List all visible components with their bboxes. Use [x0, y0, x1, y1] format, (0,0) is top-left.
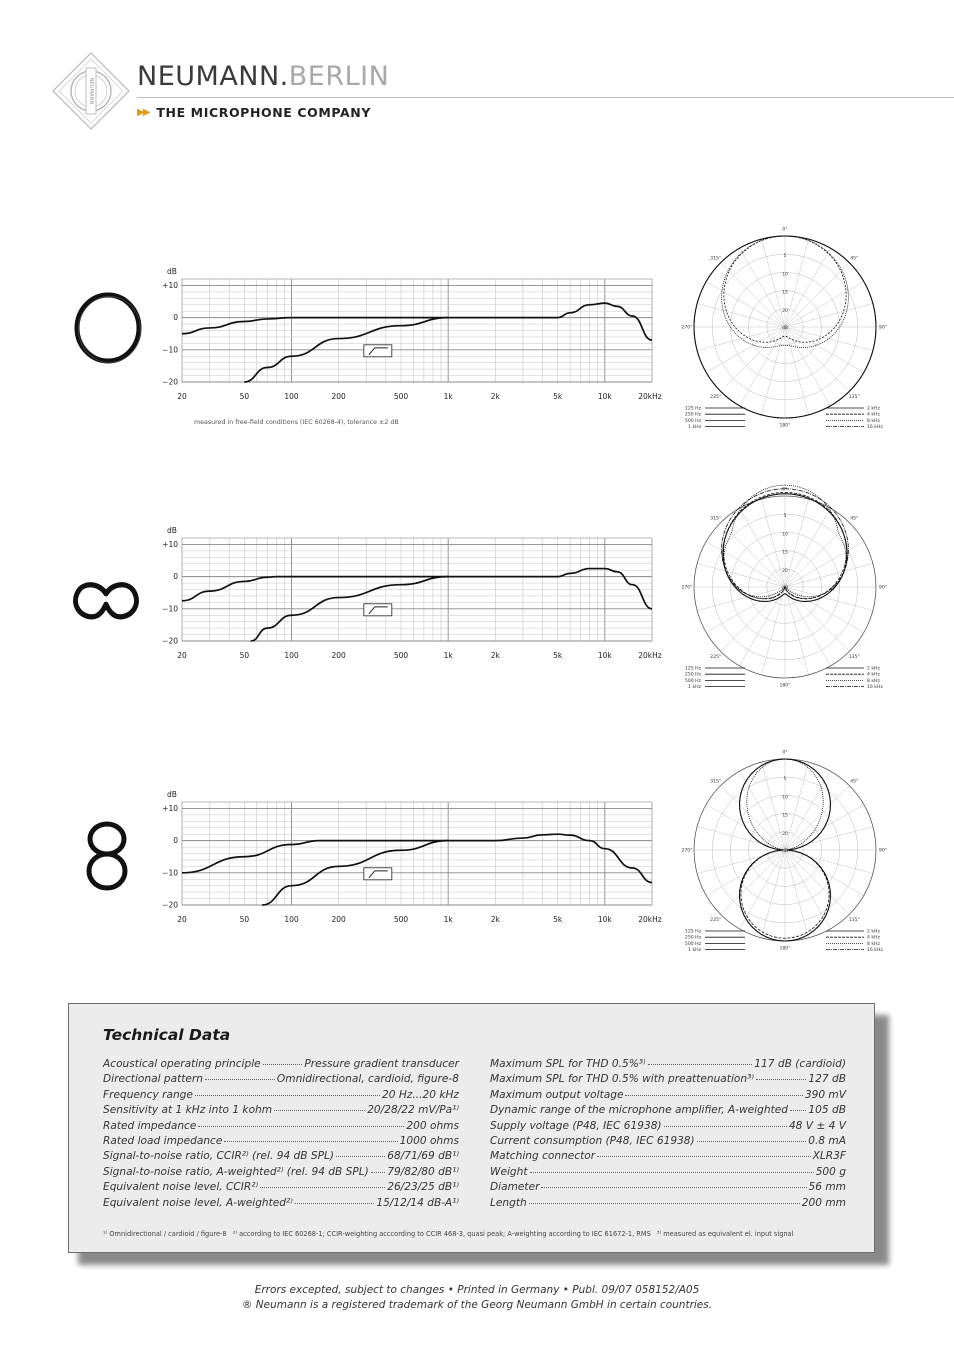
highpass-filter-icon — [364, 604, 392, 616]
legend-label: 16 kHz — [867, 425, 883, 431]
polar-angle-label: 45° — [850, 256, 859, 262]
tech-value: 105 dB — [808, 1104, 846, 1117]
dot-leader — [263, 1064, 303, 1065]
legend-label: 8 kHz — [867, 418, 880, 424]
polar-angle-label: 90° — [878, 585, 888, 591]
legend-label: 16 kHz — [867, 948, 883, 954]
polar-spoke — [785, 508, 831, 587]
tech-value: 1000 ohms — [399, 1134, 459, 1147]
legend-label: 2 kHz — [867, 406, 880, 412]
tech-value: 127 dB — [808, 1073, 846, 1086]
polar-angle-label: 180° — [779, 946, 791, 952]
legend-label: 125 Hz — [684, 929, 701, 935]
polar-spoke — [761, 850, 785, 938]
dot-leader — [648, 1064, 753, 1065]
tech-row — [103, 1073, 459, 1088]
x-tick-label: 1k — [443, 651, 453, 660]
tech-label: Frequency range — [103, 1088, 193, 1101]
tech-label: Equivalent noise level, A-weighted²⁾ — [103, 1196, 293, 1209]
tech-label: Acoustical operating principle — [103, 1058, 261, 1070]
tech-row — [103, 1181, 459, 1196]
tech-column-left — [103, 1058, 459, 1212]
tech-value: 20 Hz...20 kHz — [382, 1088, 459, 1101]
y-tick-label: −20 — [162, 900, 178, 910]
dot-leader — [295, 1203, 374, 1204]
tech-row — [103, 1197, 459, 1212]
tech-value: 500 g — [815, 1165, 846, 1178]
polar-angle-label: 315° — [710, 516, 722, 522]
x-tick-label: 1k — [443, 915, 453, 924]
x-tick-label: 1k — [443, 392, 453, 401]
tech-row — [103, 1135, 459, 1150]
polar-spoke — [785, 850, 831, 929]
polar-ring-label: 10 — [782, 272, 788, 278]
polar-spoke — [721, 786, 785, 850]
polar-angle-label: 225° — [710, 654, 722, 660]
polar-spoke — [697, 303, 785, 327]
polar-spoke — [721, 850, 785, 914]
brand-primary: NEUMANN. — [137, 61, 289, 92]
tech-label: Maximum SPL for THD 0.5%³⁾ — [490, 1058, 646, 1070]
tech-value: Omnidirectional, cardioid, figure-8 — [276, 1073, 459, 1086]
polar-spoke — [706, 282, 785, 328]
polar-spoke — [697, 850, 785, 874]
polar-spoke — [706, 327, 785, 373]
x-tick-label: 5k — [553, 392, 563, 401]
tech-row — [490, 1166, 846, 1181]
x-tick-label: 20 — [177, 915, 187, 924]
tech-label: Diameter — [490, 1181, 540, 1194]
polar-spoke — [785, 850, 809, 938]
tech-row — [103, 1120, 459, 1135]
tech-label: Directional pattern — [103, 1073, 204, 1086]
polar-angle-label: 45° — [850, 516, 859, 522]
frequency-response-chart-omni — [155, 265, 670, 455]
tech-row — [490, 1197, 846, 1212]
polar-spoke — [740, 508, 786, 587]
tech-label: Signal-to-noise ratio, CCIR²⁾ (rel. 94 dB SPL) — [103, 1150, 335, 1163]
legend-label: 250 Hz — [684, 412, 701, 418]
y-tick-label: 0 — [173, 836, 178, 846]
polar-spoke — [761, 327, 785, 415]
y-tick-label: 0 — [173, 572, 178, 582]
polar-angle-label: 315° — [710, 779, 722, 785]
polar-spoke — [785, 786, 849, 850]
polar-ring-label: 15 — [782, 290, 788, 296]
polar-spoke — [785, 248, 831, 327]
tech-row — [490, 1089, 846, 1104]
dot-leader — [205, 1079, 275, 1080]
x-tick-label: 2k — [490, 915, 500, 924]
frequency-response-chart-cardioid — [155, 524, 670, 714]
polar-spoke — [785, 850, 873, 874]
x-tick-label: 20kHz — [638, 915, 662, 924]
polar-angle-label: 270° — [681, 325, 693, 331]
tech-row — [490, 1135, 846, 1150]
x-tick-label: 10k — [597, 392, 612, 401]
polar-spoke — [697, 563, 785, 587]
y-tick-label: −10 — [162, 868, 178, 878]
brand-name — [137, 60, 389, 94]
polar-spoke — [721, 263, 785, 327]
polar-ring-label: 5 — [783, 254, 787, 260]
polar-spoke — [706, 542, 785, 588]
tech-row — [103, 1104, 459, 1119]
polar-spoke — [785, 263, 849, 327]
polar-ring-label: 20 — [782, 831, 788, 837]
legend-label: 125 Hz — [684, 406, 701, 412]
polar-spoke — [721, 327, 785, 391]
polar-angle-label: 135° — [848, 654, 860, 660]
polar-angle-label: 45° — [850, 779, 859, 785]
tech-value: 200 mm — [801, 1196, 846, 1209]
dot-leader — [530, 1172, 814, 1173]
polar-spoke — [785, 587, 873, 611]
dot-leader — [274, 1110, 365, 1111]
polar-spoke — [785, 303, 873, 327]
legend-label: 1 kHz — [688, 425, 701, 431]
x-tick-label: 500 — [393, 392, 409, 401]
tech-row — [490, 1181, 846, 1196]
legend-label: 16 kHz — [867, 685, 883, 691]
polar-pattern-figure-8 — [680, 745, 890, 955]
x-tick-label: 50 — [239, 392, 250, 401]
x-tick-label: 20kHz — [638, 392, 662, 401]
tech-row — [490, 1073, 846, 1088]
x-tick-label: 100 — [284, 392, 299, 401]
polar-spoke — [785, 327, 809, 415]
dot-leader — [371, 1172, 385, 1173]
x-tick-label: 200 — [331, 915, 346, 924]
tech-value: 20/28/22 mV/Pa¹⁾ — [367, 1104, 459, 1117]
highpass-filter-icon — [364, 868, 392, 880]
legend-label: 1 kHz — [688, 685, 701, 691]
legend-label: 250 Hz — [684, 935, 701, 941]
brand-secondary: BERLIN — [288, 61, 390, 92]
footer-line-1: Errors excepted, subject to changes • Printed in Germany • Publ. 09/07 058152/A05 — [254, 1284, 700, 1296]
tech-label: Rated load impedance — [103, 1134, 223, 1147]
polar-ring-label: 10 — [782, 795, 788, 801]
tech-row — [490, 1104, 846, 1119]
tech-row — [103, 1089, 459, 1104]
polar-spoke — [740, 326, 789, 406]
polar-angle-label: 90° — [878, 848, 888, 854]
tech-label: Current consumption (P48, IEC 61938) — [490, 1134, 695, 1147]
dot-leader — [756, 1079, 806, 1080]
dot-leader — [597, 1156, 810, 1157]
polar-spoke — [785, 826, 873, 850]
legend-label: 500 Hz — [684, 418, 701, 424]
frequency-response-chart-figure-8 — [155, 788, 670, 978]
tech-value: 26/23/25 dB¹⁾ — [387, 1181, 459, 1194]
polar-spoke — [785, 542, 864, 588]
x-tick-label: 50 — [239, 651, 250, 660]
tech-value: XLR3F — [812, 1150, 846, 1163]
dot-leader — [336, 1156, 385, 1157]
polar-spoke — [785, 563, 873, 587]
polar-angle-label: 225° — [710, 917, 722, 923]
dot-leader — [541, 1187, 806, 1188]
polar-angle-label: 90° — [878, 325, 888, 331]
x-tick-label: 200 — [331, 392, 346, 401]
y-tick-label: 0 — [173, 313, 178, 323]
dot-leader — [260, 1187, 385, 1188]
polar-spoke — [785, 282, 864, 328]
legend-label: 250 Hz — [684, 672, 701, 678]
polar-legend-omni — [683, 404, 893, 434]
x-tick-label: 2k — [490, 392, 500, 401]
polar-ring-label: 20 — [782, 308, 788, 314]
x-tick-label: 5k — [553, 651, 563, 660]
polar-spoke — [785, 327, 831, 406]
x-tick-label: 10k — [597, 651, 612, 660]
polar-ring-label: 5 — [783, 777, 787, 783]
polar-angle-label: 135° — [848, 917, 860, 923]
polar-ring-label: 10 — [782, 532, 788, 538]
polar-angle-label: 0° — [782, 750, 788, 756]
polar-spoke — [740, 849, 789, 929]
polar-legend-cardioid — [683, 664, 893, 694]
tech-label: Rated impedance — [103, 1119, 197, 1132]
tech-row — [490, 1120, 846, 1135]
tech-value: 56 mm — [808, 1181, 846, 1194]
response-curve — [182, 303, 652, 340]
tech-label: Dynamic range of the microphone amplifier, A-weighted — [490, 1104, 788, 1117]
polar-angle-label: 0° — [782, 227, 788, 233]
footnote-3: ³⁾ measured as equivalent el. input signal — [656, 1230, 794, 1238]
tech-value: 0.8 mA — [808, 1134, 846, 1147]
y-axis-label: dB — [167, 790, 177, 799]
polar-angle-label: 180° — [779, 423, 791, 429]
polar-ring-label: dB — [781, 849, 789, 854]
header-divider — [137, 97, 954, 98]
polar-ring-label: 15 — [782, 813, 788, 819]
y-tick-label: −10 — [162, 604, 178, 614]
polar-ring-label: dB — [781, 586, 789, 591]
polar-pattern-cardioid — [680, 482, 890, 692]
x-tick-label: 500 — [393, 651, 409, 660]
dot-leader — [198, 1126, 404, 1127]
polar-spoke — [761, 499, 785, 587]
dot-leader — [790, 1110, 806, 1111]
measurement-note: measured in free-field conditions (IEC 60268-4), tolerance ±2 dB — [194, 419, 399, 426]
footer-line-2: ® Neumann is a registered trademark of the Georg Neumann GmbH in certain countries. — [241, 1299, 713, 1311]
x-tick-label: 100 — [284, 651, 299, 660]
tech-label: Matching connector — [490, 1150, 596, 1163]
tech-label: Maximum output voltage — [490, 1088, 624, 1101]
double-arrow-icon: ▶▶ — [137, 107, 149, 118]
x-tick-label: 2k — [490, 651, 500, 660]
polar-spoke — [697, 587, 785, 611]
response-curve — [182, 834, 652, 882]
polar-spoke — [785, 327, 849, 391]
tech-value: 48 V ± 4 V — [788, 1119, 846, 1132]
polar-angle-label: 135° — [848, 394, 860, 400]
tech-value: 79/82/80 dB¹⁾ — [387, 1165, 459, 1178]
tech-label: Maximum SPL for THD 0.5% with preattenuation³⁾ — [490, 1073, 754, 1086]
tech-row — [490, 1058, 846, 1073]
polar-angle-label: 270° — [681, 848, 693, 854]
tech-label: Signal-to-noise ratio, A-weighted²⁾ (rel. 94 dB SPL) — [103, 1165, 369, 1178]
x-tick-label: 100 — [284, 915, 299, 924]
tech-value: 200 ohms — [406, 1119, 459, 1132]
polar-angle-label: 180° — [779, 683, 791, 689]
legend-label: 2 kHz — [867, 929, 880, 935]
polar-pattern-omni — [680, 222, 890, 432]
dot-leader — [625, 1095, 802, 1096]
tech-label: Supply voltage (P48, IEC 61938) — [490, 1119, 662, 1132]
y-axis-label: dB — [167, 267, 177, 276]
legend-label: 4 kHz — [867, 412, 880, 418]
polar-spoke — [785, 327, 873, 351]
tech-row — [490, 1150, 846, 1165]
polar-spoke — [761, 239, 785, 327]
tech-title: Technical Data — [103, 1026, 231, 1044]
footnote-1: ¹⁾ Omnidirectional / cardioid / figure-8 — [103, 1230, 227, 1238]
x-tick-label: 20kHz — [638, 651, 662, 660]
legend-label: 2 kHz — [867, 666, 880, 672]
x-tick-label: 20 — [177, 392, 187, 401]
dot-leader — [224, 1141, 397, 1142]
y-axis-label: dB — [167, 526, 177, 535]
legend-label: 500 Hz — [684, 941, 701, 947]
tech-value: Pressure gradient transducer — [304, 1058, 459, 1070]
legend-label: 1 kHz — [688, 948, 701, 954]
tech-row — [103, 1166, 459, 1181]
polar-spoke — [697, 826, 785, 850]
tech-column-right — [490, 1058, 846, 1212]
y-tick-label: +10 — [162, 280, 178, 290]
polar-spoke — [785, 850, 849, 914]
tech-label: Equivalent noise level, CCIR²⁾ — [103, 1181, 259, 1194]
polar-spoke — [785, 239, 809, 327]
y-tick-label: +10 — [162, 803, 178, 813]
legend-label: 500 Hz — [684, 678, 701, 684]
polar-angle-label: 315° — [710, 256, 722, 262]
legend-label: 8 kHz — [867, 678, 880, 684]
x-tick-label: 20 — [177, 651, 187, 660]
polar-spoke — [785, 499, 809, 587]
legend-label: 125 Hz — [684, 666, 701, 672]
technical-data-box — [68, 1003, 875, 1253]
polar-ring-label: 15 — [782, 550, 788, 556]
tech-value: 68/71/69 dB¹⁾ — [387, 1150, 459, 1163]
tech-label: Sensitivity at 1 kHz into 1 kohm — [103, 1104, 273, 1117]
highpass-filter-icon — [364, 345, 392, 357]
logo-lettering: NEUMANN — [88, 77, 94, 105]
dot-leader — [664, 1126, 787, 1127]
y-tick-label: +10 — [162, 539, 178, 549]
dot-leader — [529, 1203, 800, 1204]
dot-leader — [195, 1095, 380, 1096]
tech-value: 117 dB (cardioid) — [754, 1058, 846, 1070]
polar-angle-label: 270° — [681, 585, 693, 591]
polar-ring-label: 20 — [782, 568, 788, 574]
polar-spoke — [785, 762, 809, 850]
response-curve — [182, 569, 652, 609]
polar-angle-label: 0° — [782, 487, 788, 493]
polar-spoke — [761, 762, 785, 850]
y-tick-label: −10 — [162, 345, 178, 355]
figure-8-pattern-icon — [82, 820, 132, 892]
x-tick-label: 500 — [393, 915, 409, 924]
tech-row — [103, 1150, 459, 1165]
x-tick-label: 200 — [331, 651, 346, 660]
tech-value: 15/12/14 dB-A¹⁾ — [376, 1196, 459, 1209]
legend-label: 8 kHz — [867, 941, 880, 947]
polar-spoke — [785, 327, 864, 373]
tech-row — [103, 1058, 459, 1073]
polar-spoke — [740, 248, 786, 327]
polar-ring-label: 5 — [783, 514, 787, 520]
omnidirectional-pattern-icon — [72, 292, 144, 364]
cardioid-pattern-icon — [70, 560, 142, 622]
dot-leader — [697, 1141, 807, 1142]
x-tick-label: 10k — [597, 915, 612, 924]
tagline — [137, 105, 371, 120]
tech-value: 390 mV — [804, 1088, 846, 1101]
tech-label: Weight — [490, 1165, 528, 1178]
tech-label: Length — [490, 1196, 527, 1209]
tagline-text: THE MICROPHONE COMPANY — [156, 105, 372, 120]
tech-footnotes — [103, 1230, 797, 1238]
footnote-2: ²⁾ according to IEC 60268-1; CCIR-weighting acccording to CCIR 468-3, quasi peak; A-weighting according to IEC 61672-1, RMS — [232, 1230, 651, 1238]
neumann-logo — [52, 52, 130, 130]
polar-angle-label: 225° — [710, 394, 722, 400]
y-tick-label: −20 — [162, 636, 178, 646]
x-tick-label: 50 — [239, 915, 250, 924]
polar-ring-label: dB — [781, 326, 789, 331]
x-tick-label: 5k — [553, 915, 563, 924]
polar-legend-figure-8 — [683, 927, 893, 957]
y-tick-label: −20 — [162, 377, 178, 387]
legend-label: 4 kHz — [867, 935, 880, 941]
legend-label: 4 kHz — [867, 672, 880, 678]
